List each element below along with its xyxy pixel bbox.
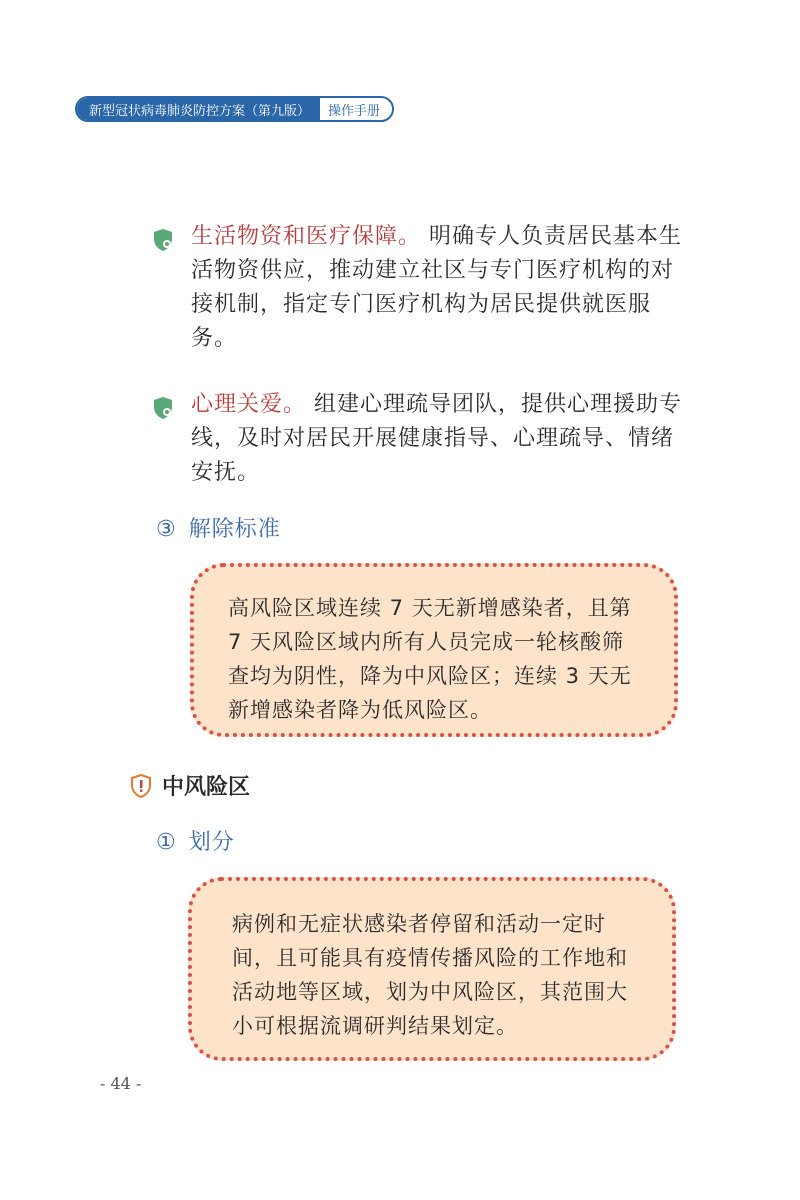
section-medium-risk xyxy=(130,770,250,801)
shield-gear-icon xyxy=(152,228,174,252)
shield-gear-icon xyxy=(152,396,174,420)
header-tag: 操作手册 xyxy=(320,98,392,120)
section-title: 中风险区 xyxy=(162,775,251,800)
subheading-label: 划分 xyxy=(188,830,235,855)
header-tab xyxy=(75,96,394,122)
item-psych-care xyxy=(191,388,691,490)
subheading-number: ① xyxy=(156,830,177,855)
division-box xyxy=(188,877,676,1061)
item-text: 明确专人负责居民基本生活物资供应，推动建立社区与专门医疗机构的对接机制，指定专门医疗机构为居民提供就医服务。 xyxy=(191,224,683,351)
division-text: 病例和无症状感染者停留和活动一定时间，且可能具有疫情传播风险的工作地和活动地等区域，划为中风险区，其范围大小可根据流调研判结果划定。 xyxy=(232,912,628,1038)
subheading-lift-criteria xyxy=(156,512,281,543)
criteria-box xyxy=(190,563,678,737)
criteria-text: 高风险区域连续 7 天无新增感染者，且第 7 天风险区域内所有人员完成一轮核酸筛查均为阴性，降为中风险区；连续 3 天无新增感染者降为低风险区。 xyxy=(228,596,632,722)
header-title: 新型冠状病毒肺炎防控方案（第九版） xyxy=(77,98,320,120)
subheading-label: 解除标准 xyxy=(188,517,281,542)
item-lead: 生活物资和医疗保障。 xyxy=(191,224,422,249)
item-text: 组建心理疏导团队，提供心理援助专线，及时对居民开展健康指导、心理疏导、情绪安抚。 xyxy=(191,392,683,485)
subheading-division xyxy=(156,825,235,856)
page-number: - 44 - xyxy=(100,1074,142,1093)
item-material-medical xyxy=(191,220,691,356)
shield-alert-icon xyxy=(130,774,152,798)
subheading-number: ③ xyxy=(156,517,177,542)
item-lead: 心理关爱。 xyxy=(191,392,307,417)
